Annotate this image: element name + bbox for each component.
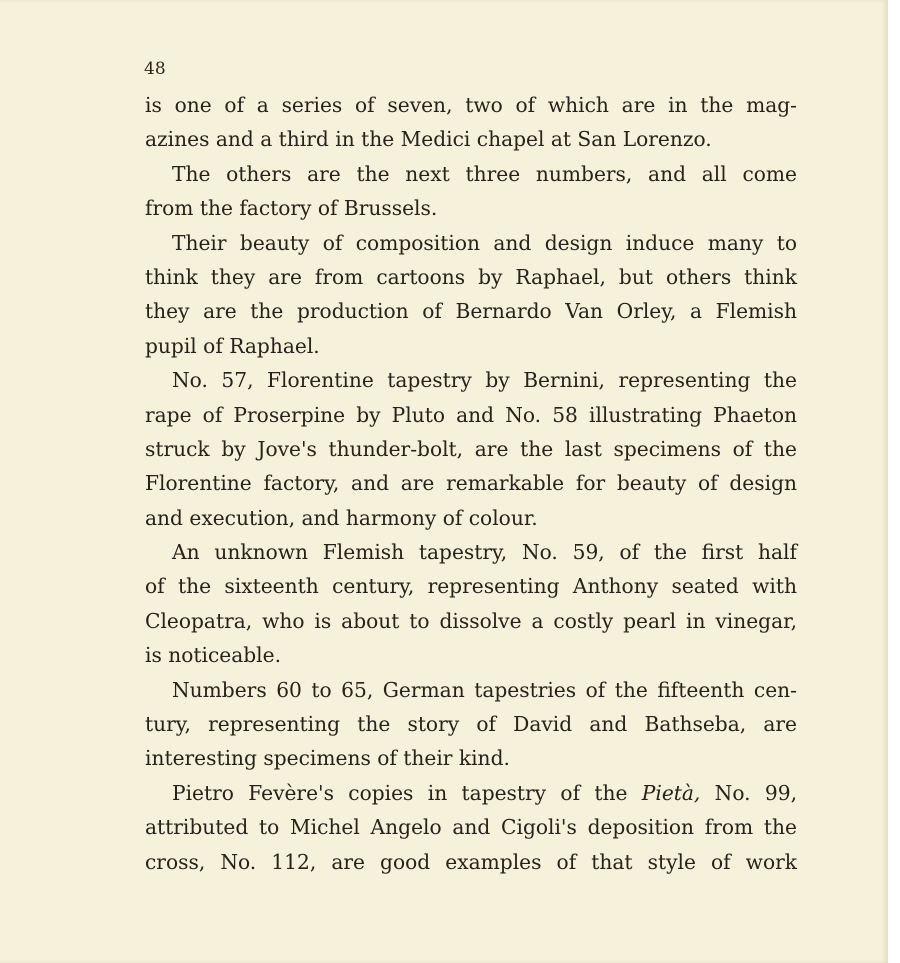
page-edge: [888, 0, 900, 963]
text-line-after: No. 99,: [700, 780, 797, 805]
text-line-main: Pietro Fevère's copies in tapestry of the: [172, 780, 642, 805]
text-line: [145, 329, 797, 363]
text-line-main: is noticeable.: [145, 643, 281, 668]
text-line-main: pupil of Raphael.: [145, 333, 320, 358]
text-line-main: they are the production of Bernardo Van Orley, a Flemish: [145, 299, 797, 324]
text-line-main: Numbers 60 to 65, German tapestries of the fifteenth cen-: [172, 677, 797, 702]
text-line-main: struck by Jove's thunder-bolt, are the last specimens of the: [145, 436, 797, 461]
text-line: [145, 501, 797, 535]
text-line-main: cross, No. 112, are good examples of that style of work: [145, 849, 797, 874]
text-line: [145, 432, 797, 466]
text-line: [145, 845, 797, 879]
text-line-main: of the sixteenth century, representing Anthony seated with: [145, 574, 797, 599]
text-line-main: azines and a third in the Medici chapel at San Lorenzo.: [145, 127, 712, 152]
text-line-main: from the factory of Brussels.: [145, 196, 438, 221]
text-line: [145, 466, 797, 500]
text-line: [145, 260, 797, 294]
text-line: [145, 776, 797, 810]
text-line: [145, 535, 797, 569]
text-line: [145, 604, 797, 638]
text-line-main: is one of a series of seven, two of which are in the mag-: [145, 93, 797, 117]
page-number: 48: [144, 59, 166, 79]
text-line-main: The others are the next three numbers, and all come: [172, 161, 797, 186]
text-line: [145, 157, 797, 191]
text-line: [145, 673, 797, 707]
text-line-main: Their beauty of composition and design induce many to: [172, 230, 797, 255]
body-text: [145, 88, 797, 879]
text-line-main: An unknown Flemish tapestry, No. 59, of the first half: [172, 540, 797, 565]
text-line: [145, 122, 797, 156]
text-line: [145, 191, 797, 225]
text-line: [145, 741, 797, 775]
text-line-main: attributed to Michel Angelo and Cigoli's deposition from the: [145, 815, 797, 840]
text-line: [145, 226, 797, 260]
text-line-main: and execution, and harmony of colour.: [145, 505, 538, 530]
text-line-main: rape of Proserpine by Pluto and No. 58 illustrating Phaeton: [145, 402, 797, 427]
text-line: [145, 398, 797, 432]
text-line: [145, 569, 797, 603]
text-line-main: No. 57, Florentine tapestry by Bernini, representing the: [172, 368, 797, 393]
text-line: [145, 810, 797, 844]
text-line-main: Florentine factory, and are remarkable for beauty of design: [145, 471, 797, 496]
text-line-italic: Pietà,: [641, 780, 701, 805]
text-line: [145, 88, 797, 122]
text-line: [145, 707, 797, 741]
text-line-main: Cleopatra, who is about to dissolve a costly pearl in vinegar,: [145, 608, 797, 633]
text-line-main: think they are from cartoons by Raphael, but others think: [145, 264, 797, 289]
text-line: [145, 363, 797, 397]
text-line: [145, 294, 797, 328]
text-line-main: interesting specimens of their kind.: [145, 746, 510, 771]
text-line-main: tury, representing the story of David and Bathseba, are: [145, 712, 797, 737]
text-line: [145, 638, 797, 672]
